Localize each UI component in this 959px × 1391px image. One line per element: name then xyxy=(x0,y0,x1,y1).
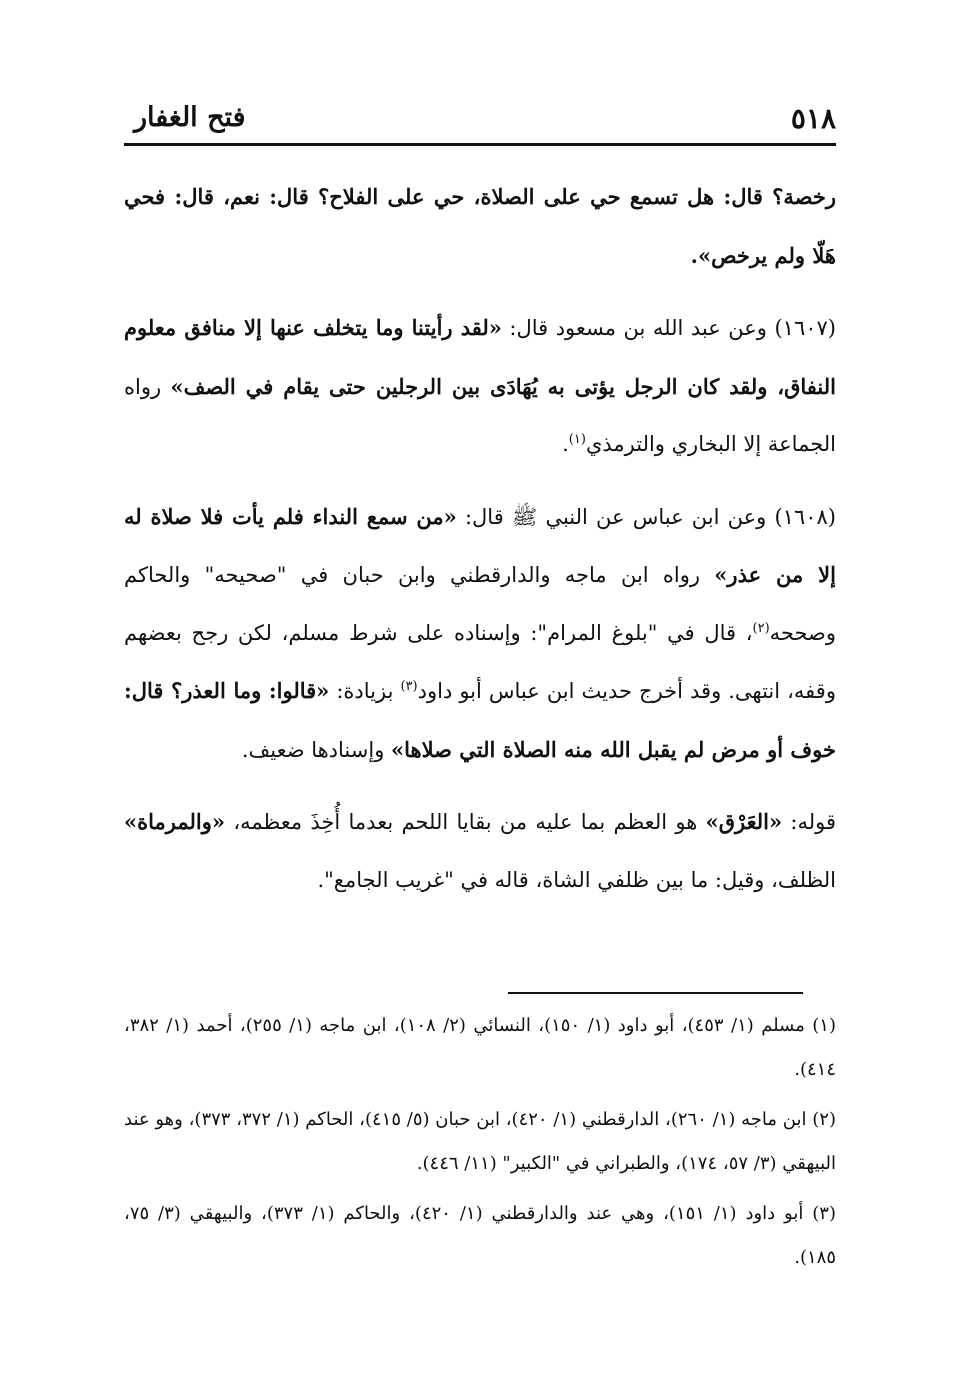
page-number: ٥١٨ xyxy=(790,102,836,135)
paragraph-vocabulary xyxy=(124,793,836,909)
sentence-end: . xyxy=(562,432,569,456)
hadith-number: (١٦٠٨) xyxy=(774,504,836,529)
book-title: فتح الغفار xyxy=(134,102,246,133)
narration-lead: وعن عبد الله بن مسعود قال: xyxy=(501,316,775,340)
paragraph-continuation xyxy=(124,168,836,285)
footnote-ref: (٣) xyxy=(400,679,418,694)
vocab-term: «العَرْق» xyxy=(705,809,783,834)
paragraph-hadith-1607 xyxy=(124,299,836,474)
main-text xyxy=(124,168,836,923)
footnote-ref: (٢) xyxy=(752,620,770,636)
header-rule xyxy=(124,143,836,146)
vocab-explanation: هو العظم بما عليه من بقايا اللحم بعدما أُخِذَ معظمه، xyxy=(225,810,706,834)
narration-lead: وعن ابن عباس عن النبي ﷺ قال: xyxy=(456,504,775,529)
narration-tail: وإسنادها ضعيف. xyxy=(241,737,392,762)
narration-middle: رواه ابن ماجه والدارقطني وابن حبان في "صحيحه" والحاكم وصححه xyxy=(124,563,836,645)
narration-middle-2: ، قال في "بلوغ المرام": وإسناده على شرط مسلم، لكن رجح بعضهم وقفه، انتهى. وقد أخرج حديث ابن عباس أبو داود xyxy=(124,620,836,703)
hadith-text: رخصة؟ قال: هل تسمع حي على الصلاة، حي على الفلاح؟ قال: نعم، قال: فحي هَلّا ولم يرخص». xyxy=(124,184,836,268)
narration-tail: رواه الجماعة إلا البخاري والترمذي xyxy=(124,374,836,456)
footnote-1: (١) مسلم (١/ ٤٥٣)، أبو داود (١/ ١٥٠)، النسائي (٢/ ١٠٨)، ابن ماجه (١/ ٢٥٥)، أحمد (١/ ٣٨٢، ٤١٤). xyxy=(124,1015,836,1080)
hadith-text: «من سمع النداء فلم يأت فلا صلاة له إلا من عذر» xyxy=(124,503,836,587)
hadith-number: (١٦٠٧) xyxy=(774,316,836,340)
paragraph-hadith-1608 xyxy=(124,488,836,780)
running-header xyxy=(124,96,836,140)
footnote-3: (٣) أبو داود (١/ ١٥١)، وهي عند والدارقطني (١/ ٤٢٠)، والحاكم (١/ ٣٧٣)، والبيهقي (٣/ ٧٥، ١٨٥). xyxy=(124,1203,836,1268)
footnotes xyxy=(124,1004,836,1286)
narration-middle-3: بزيادة: xyxy=(329,679,401,703)
footnote-separator xyxy=(508,992,803,994)
vocab-lead: قوله: xyxy=(782,810,836,834)
hadith-text: «لقد رأيتنا وما يتخلف عنها إلا منافق معلوم النفاق، ولقد كان الرجل يؤتى به يُهَادَى بين الرجلين حتى يقام في الصف» xyxy=(124,315,836,399)
vocab-term: «والمرماة» xyxy=(124,809,226,834)
hadith-addition-text: «قالوا: وما العذر؟ قال: خوف أو مرض لم يقبل الله منه الصلاة التي صلاها» xyxy=(124,678,836,762)
vocab-explanation: الظلف، وقيل: ما بين ظلفي الشاة، قاله في "غريب الجامع". xyxy=(317,867,836,892)
footnote-ref: (١) xyxy=(568,432,586,447)
footnote-2: (٢) ابن ماجه (١/ ٢٦٠)، الدارقطني (١/ ٤٢٠)، ابن حبان (٥/ ٤١٥)، الحاكم (١/ ٣٧٢، ٣٧٣)، وهو عند البيهقي (٣/ ٥٧، ١٧٤)، والطبراني في "الكبير" (١١/ ٤٤٦). xyxy=(124,1109,836,1174)
